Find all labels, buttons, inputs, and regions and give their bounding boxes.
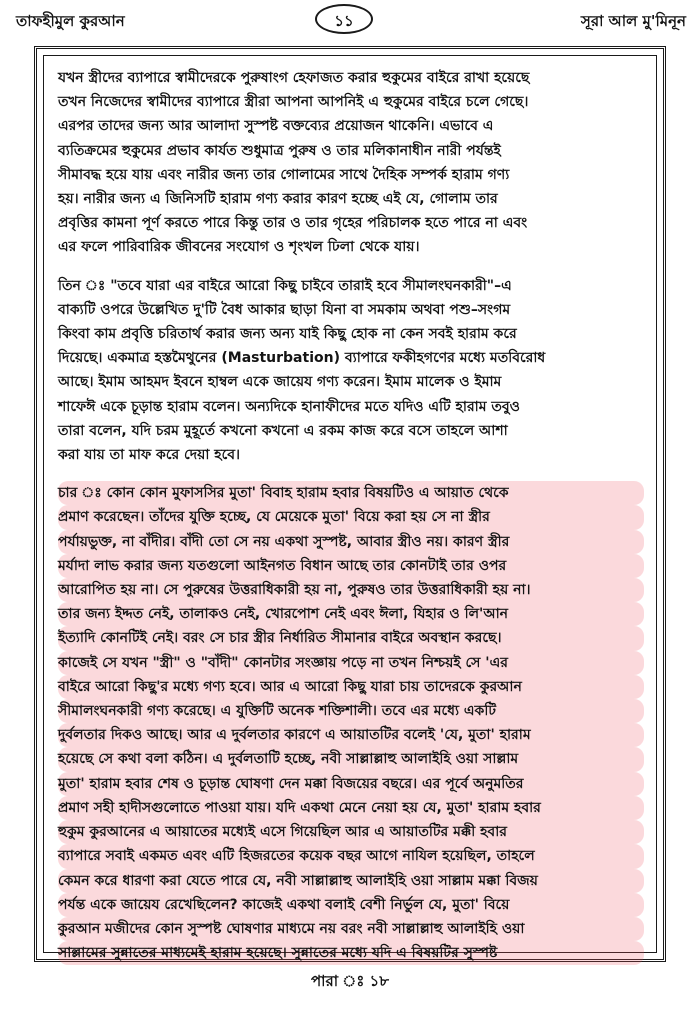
text-line: তারা বলেন, যদি চরম মুহূর্তে কখনো কখনো এ রকম কাজ করে বসে তাহলে আশা	[58, 422, 508, 439]
highlighted-text-line: কেমন করে ধারণা করা যেতে পারে যে, নবী সাল্লাল্লাহু আলাইহি ওয়া সাল্লাম মক্কা বিজয়	[58, 869, 644, 893]
highlighted-text-line: আরোপিত হয় না। সে পুরুষের উত্তরাধিকারী হয় না, পুরুষও তার উত্তরাধিকারী হয় না।	[58, 578, 644, 602]
text-line: যখন স্ত্রীদের ব্যাপারে স্বামীদেরকে পুরুষাংগ হেফাজত করার হুকুমের বাইরে রাখা হয়েছে	[58, 70, 530, 86]
text-line: ব্যতিক্রমের হুকুমের প্রভাব কার্যত শুধুমাত্র পুরুষ ও তার মলিকানাধীন নারী পর্যন্তই	[58, 142, 501, 159]
page-body	[58, 66, 644, 962]
text-line: প্রবৃত্তির কামনা পূর্ণ করতে পারে কিন্তু তার ও তার গৃহের পরিচালক হতে পারে না এবং	[58, 215, 528, 232]
text-line: এরপর তাদের জন্য আর আলাদা সুস্পষ্ট বক্তব্যের প্রয়োজন থাকেনি। এভাবে এ	[58, 118, 494, 135]
text-line: সীমাবদ্ধ হয়ে যায় এবং নারীর জন্য তার গোলামের সাথে দৈহিক সম্পর্ক হারাম গণ্য	[58, 166, 510, 183]
text-line: হয়। নারীর জন্য এ জিনিসটি হারাম গণ্য করার কারণ হচ্ছে এই যে, গোলাম তার	[58, 191, 498, 208]
highlighted-text-line: পর্যায়ভুক্ত, না বাঁদীর। বাঁদী তো সে নয় একথা সুস্পষ্ট, আবার স্ত্রীও নয়। কারণ স্ত্রীর	[58, 530, 644, 554]
highlighted-text-line: তার জন্য ইদ্দত নেই, তালাকও নেই, খোরপোশ নেই এবং ঈলা, যিহার ও লি'আন	[58, 602, 644, 626]
page-number: ১১	[315, 4, 373, 34]
highlighted-text-line: দুর্বলতার দিকও আছে। আর এ দুর্বলতার কারণে এ আয়াতটির বলেই 'যে, মুতা' হারাম	[58, 723, 644, 747]
highlighted-text-line: প্রমাণ করেছেন। তাঁদের যুক্তি হচ্ছে, যে মেয়েকে মুতা' বিয়ে করা হয় সে না স্ত্রীর	[58, 505, 644, 529]
highlighted-text-line: মর্যাদা লাভ করার জন্য যতগুলো আইনগত বিধান আছে তার কোনটাই তার ওপর	[58, 554, 644, 578]
highlighted-text-line: সীমালংঘনকারী গণ্য করেছে। এ যুক্তিটি অনেক শক্তিশালী। তবে এর মধ্যে একটি	[58, 699, 644, 723]
highlighted-text-line: বাইরে আরো কিছু'র মধ্যে গণ্য হবে। আর এ আরো কিছু যারা চায় তাদেরকে কুরআন	[58, 675, 644, 699]
text-frame	[34, 46, 666, 962]
text-line: করা যায় তা মাফ করে দেয়া হবে।	[58, 447, 241, 464]
highlighted-text-line: কাজেই সে যখন "স্ত্রী" ও "বাঁদী" কোনটার সংজ্ঞায় পড়ে না তখন নিশ্চয়ই সে 'এর	[58, 651, 644, 675]
book-title: তাফহীমুল কুরআন	[16, 12, 125, 30]
text-line: আছে। ইমাম আহমদ ইবনে হাম্বল একে জায়েয গণ্য করেন। ইমাম মালেক ও ইমাম	[58, 374, 502, 391]
highlighted-text-line: প্রমাণ সহী হাদীসগুলোতে পাওয়া যায়। যদি একথা মেনে নেয়া হয় যে, মুতা' হারাম হবার	[58, 796, 644, 820]
text-line: বাক্যটি ওপরে উল্লেখিত দু'টি বৈধ আকার ছাড়া যিনা বা সমকাম অথবা পশু–সংগম	[58, 301, 511, 318]
paragraph	[58, 66, 644, 260]
highlighted-text-line: মুতা' হারাম হবার শেষ ও চূড়ান্ত ঘোষণা দেন মক্কা বিজয়ের বছরে। এর পূর্বে অনুমতির	[58, 772, 644, 796]
text-line: শাফেঈ একে চূড়ান্ত হারাম বলেন। অন্যদিকে হানাফীদের মতে যদিও এটি হারাম তবুও	[58, 398, 520, 415]
paragraph	[58, 481, 644, 965]
highlighted-text-line: হুকুম কুরআনের এ আয়াতের মধ্যেই এসে গিয়েছিল আর এ আয়াতটির মক্কী হবার	[58, 820, 644, 844]
paragraph	[58, 274, 644, 468]
highlighted-text-line: সাল্লামের সুন্নাতের মাধ্যমেই হারাম হয়েছে। সুন্নাতের মধ্যে যদি এ বিষয়টির সুস্পষ্ট	[58, 941, 644, 965]
surah-title: সূরা আল মু'মিনূন	[580, 12, 686, 30]
text-line: এর ফলে পারিবারিক জীবনের সংযোগ ও শৃংখল ঢিলা থেকে যায়।	[58, 239, 420, 256]
text-line: দিয়েছে। একমাত্র হস্তমৈথুনের (Masturbation) ব্যাপারে ফকীহগণের মধ্যে মতবিরোধ	[58, 350, 546, 367]
highlighted-text-line: হয়েছে সে কথা বলা কঠিন। এ দুর্বলতাটি হচ্ছে, নবী সাল্লাল্লাহু আলাইহি ওয়া সাল্লাম	[58, 747, 644, 771]
para-label: পারা ঃ ১৮	[310, 972, 390, 990]
highlighted-text-line: ব্যাপারে সবাই একমত এবং এটি হিজরতের কয়েক বছর আগে নাযিল হয়েছিল, তাহলে	[58, 844, 644, 868]
text-line: তখন নিজেদের স্বামীদের ব্যাপারে স্ত্রীরা আপনা আপনিই এ হুকুমের বাইরে চলে গেছে।	[58, 94, 529, 111]
highlighted-text-line: কুরআন মজীদের কোন সুস্পষ্ট ঘোষণার মাধ্যমে নয় বরং নবী সাল্লাল্লাহু আলাইহি ওয়া	[58, 917, 644, 941]
text-frame-inner	[43, 55, 657, 962]
highlighted-text-line: পর্যন্ত একে জায়েয রেখেছিলেন? কাজেই একথা বলাই বেশী নির্ভুল যে, মুতা' বিয়ে	[58, 893, 644, 917]
highlighted-text-line: চার ঃ কোন কোন মুফাসসির মুতা' বিবাহ হারাম হবার বিষয়টিও এ আয়াত থেকে	[58, 481, 644, 505]
text-line: কিংবা কাম প্রবৃত্তি চরিতার্থ করার জন্য অন্য যাই কিছু হোক না কেন সবই হারাম করে	[58, 326, 517, 343]
page-header	[0, 0, 700, 44]
highlighted-text-line: ইত্যাদি কোনটিই নেই। বরং সে চার স্ত্রীর নির্ধারিত সীমানার বাইরে অবস্থান করছে।	[58, 626, 644, 650]
text-line: তিন ঃ "তবে যারা এর বাইরে আরো কিছু চাইবে তারাই হবে সীমালংঘনকারী"–এ	[58, 277, 512, 294]
